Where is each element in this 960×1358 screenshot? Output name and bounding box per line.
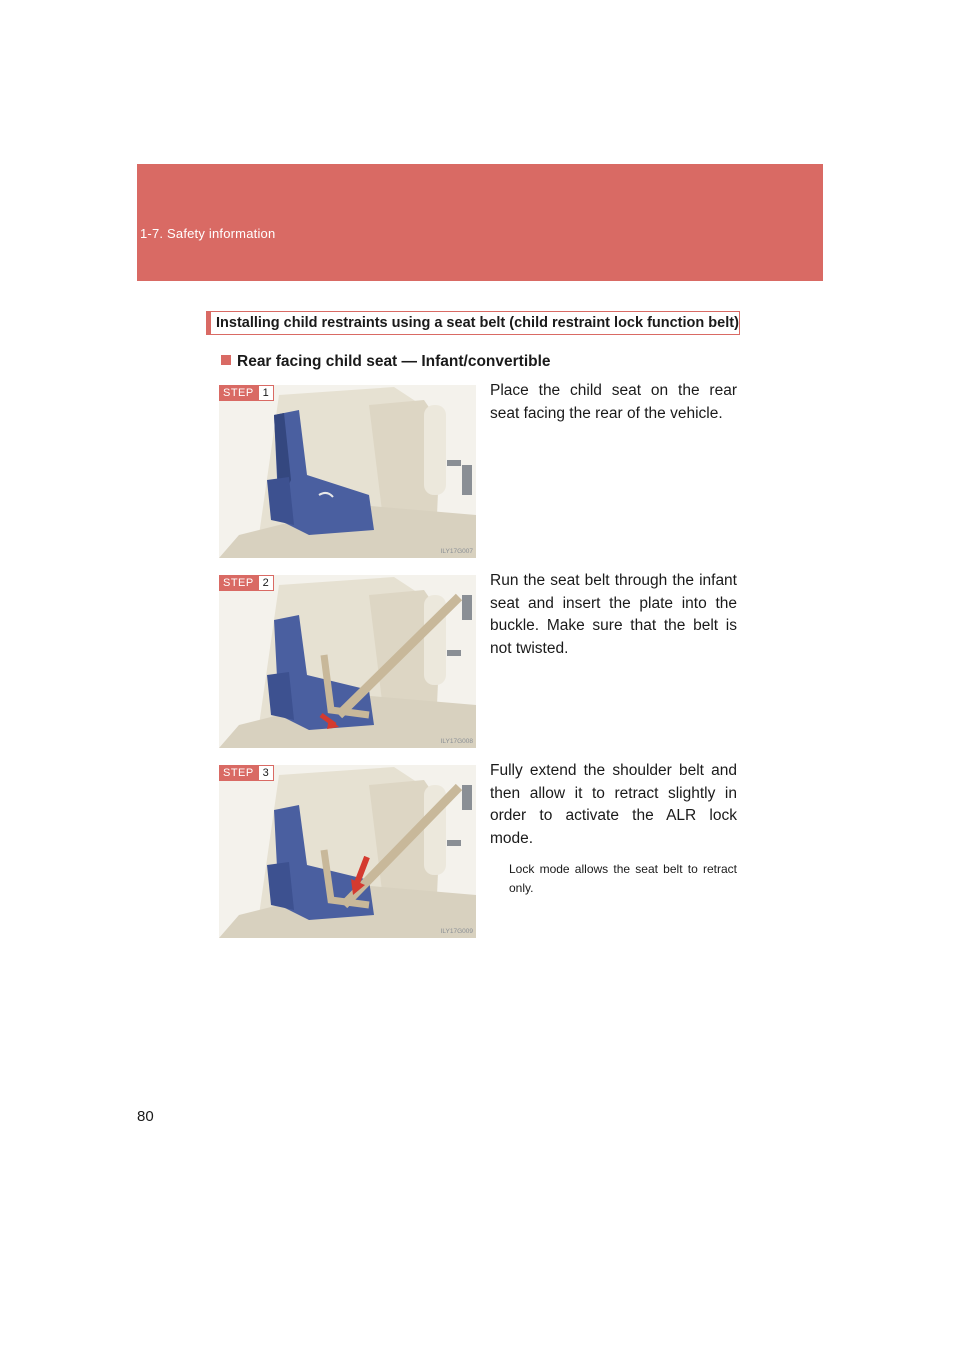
step-3-badge: [219, 765, 274, 781]
step-badge-label: STEP: [219, 765, 258, 781]
subheading-text: Rear facing child seat — Infant/convertible: [237, 353, 551, 370]
section-title-box: [206, 311, 740, 335]
step-badge-number: 2: [258, 575, 274, 591]
step-1-illustration: [219, 385, 476, 558]
step-1-text: Place the child seat on the rear seat facing the rear of the vehicle.: [490, 382, 737, 422]
figure-code: ILY17G007: [440, 548, 473, 555]
step-2-badge: [219, 575, 274, 591]
subheading: [221, 353, 551, 371]
section-title: Installing child restraints using a seat belt (child restraint lock function belt): [216, 315, 739, 331]
step-3-text: Fully extend the shoulder belt and then allow it to retract slightly in order to activate the ALR lock mode.: [490, 762, 737, 847]
title-accent-bar: [206, 311, 211, 335]
shoulder-belt-retract-icon: [219, 765, 476, 938]
section-label: 1-7. Safety information: [140, 226, 276, 241]
step-2-illustration: [219, 575, 476, 748]
square-bullet-icon: [221, 355, 231, 365]
rear-seat-infant-seat-icon: [219, 385, 476, 558]
belt-through-seat-icon: [219, 575, 476, 748]
step-1-badge: [219, 385, 274, 401]
step-badge-label: STEP: [219, 385, 258, 401]
step-badge-number: 3: [258, 765, 274, 781]
step-badge-label: STEP: [219, 575, 258, 591]
page-number: 80: [137, 1108, 154, 1125]
step-badge-number: 1: [258, 385, 274, 401]
step-3-note: Lock mode allows the seat belt to retract only.: [509, 862, 737, 895]
header-band: [137, 164, 823, 281]
figure-code: ILY17G009: [440, 928, 473, 935]
step-3-illustration: [219, 765, 476, 938]
figure-code: ILY17G008: [440, 738, 473, 745]
step-2-text: Run the seat belt through the infant seat and insert the plate into the buckle. Make sure that the belt is not twisted.: [490, 572, 737, 657]
